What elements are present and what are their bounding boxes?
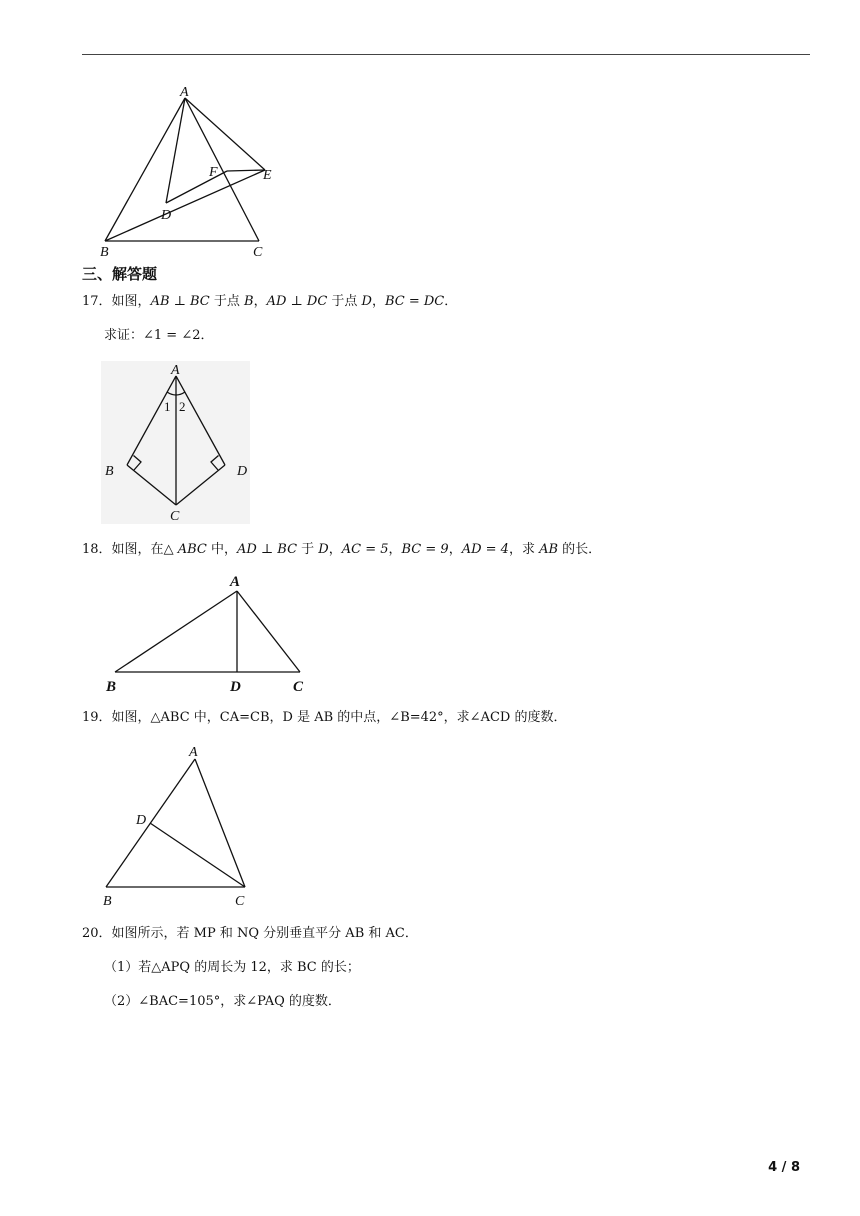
fig19-label-b: B — [103, 894, 112, 909]
p18-text: 于 — [297, 542, 319, 557]
p17-point-d: D — [361, 294, 372, 309]
p17-text: ． — [444, 294, 458, 309]
p18-point-d: D — [318, 542, 329, 557]
p17-point-b: B — [244, 294, 254, 309]
p17-text: ， — [371, 294, 385, 309]
p17-text: ， — [253, 294, 267, 309]
fig16-label-b: B — [100, 245, 109, 260]
fig17-label-c: C — [170, 509, 180, 524]
p17-proof-label: 求证： — [104, 328, 144, 343]
fig16-label-f: F — [209, 165, 218, 180]
p18-text: ， — [448, 542, 462, 557]
p17-cond1: AB ⊥ BC — [150, 294, 210, 309]
p18-text: ，求 — [508, 542, 540, 557]
problem-20-statement — [82, 925, 418, 943]
p17-text: 于点 — [209, 294, 245, 309]
fig16-label-e: E — [263, 168, 272, 183]
problem-17-statement — [82, 293, 457, 311]
fig18-label-d: D — [230, 679, 241, 695]
p18-text: 如图，在 — [111, 542, 164, 557]
p17-text: 于点 — [327, 294, 362, 309]
problem-19-statement — [82, 709, 566, 727]
problem-20-number: 20． — [82, 926, 112, 941]
p18-cond3: BC = 9 — [401, 542, 449, 557]
problem-17-proof — [104, 327, 214, 345]
header-rule — [82, 54, 810, 55]
fig17-label-b: B — [105, 464, 114, 479]
fig18-label-c: C — [293, 679, 304, 695]
p18-cond2: AC = 5 — [341, 542, 389, 557]
p17-text: 如图， — [111, 294, 151, 309]
figure-19 — [100, 740, 260, 910]
problem-17-number: 17． — [82, 294, 112, 309]
p18-cond4: AD = 4 — [461, 542, 509, 557]
fig18-label-a: A — [230, 574, 241, 590]
fig19-label-a: A — [189, 745, 198, 760]
section-title: 三、解答题 — [82, 265, 158, 283]
figure-16 — [95, 84, 285, 260]
p17-proof-end: ． — [200, 328, 214, 343]
fig18-label-b: B — [106, 679, 117, 695]
p18-cond1: AD ⊥ BC — [236, 542, 298, 557]
fig16-label-d: D — [161, 208, 172, 223]
fig19-label-d: D — [136, 813, 147, 828]
p18-triangle: △ ABC — [163, 542, 207, 557]
p18-text: 的长． — [558, 542, 602, 557]
problem-20-part-2: （2）∠BAC=105°，求∠PAQ 的度数． — [104, 994, 341, 1009]
figure-18 — [100, 570, 320, 696]
page-number: 4 / 8 — [768, 1160, 800, 1175]
fig17-angle-2: 2 — [179, 399, 186, 414]
p18-text: 中， — [206, 542, 237, 557]
p17-proof-math: ∠1 = ∠2 — [143, 328, 201, 343]
problem-19-number: 19． — [82, 710, 112, 725]
problem-18-statement — [82, 541, 601, 559]
p17-cond2: AD ⊥ DC — [266, 294, 328, 309]
problem-18-number: 18． — [82, 542, 112, 557]
fig16-label-c: C — [253, 245, 263, 260]
problem-20-part-1: （1）若△APQ 的周长为 12，求 BC 的长； — [104, 960, 360, 975]
p18-text: ， — [328, 542, 342, 557]
p18-text: ， — [388, 542, 402, 557]
p18-segment-ab: AB — [539, 542, 559, 557]
fig17-label-a: A — [171, 363, 180, 378]
figure-17 — [101, 361, 250, 524]
p19-text: 如图，△ABC 中，CA=CB，D 是 AB 的中点，∠B=42°，求∠ACD 的度数． — [111, 710, 567, 725]
fig17-angle-1: 1 — [164, 399, 171, 414]
p20-text: 如图所示，若 MP 和 NQ 分别垂直平分 AB 和 AC． — [111, 926, 418, 941]
fig16-label-a: A — [180, 85, 189, 100]
p17-cond3: BC = DC — [384, 294, 445, 309]
fig19-label-c: C — [235, 894, 245, 909]
fig17-label-d: D — [237, 464, 248, 479]
